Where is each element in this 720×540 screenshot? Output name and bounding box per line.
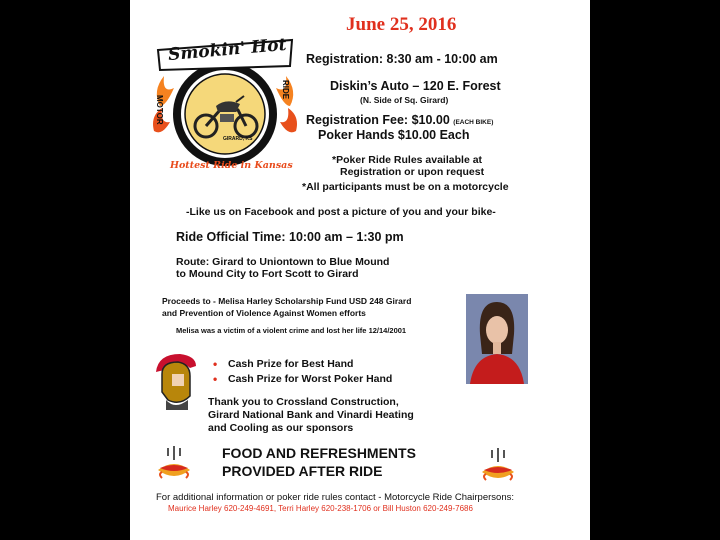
rules-note bbox=[330, 154, 484, 178]
hotdog-left-icon bbox=[154, 444, 194, 482]
facebook-note: -Like us on Facebook and post a picture of you and your bike- bbox=[186, 206, 496, 218]
prize-item-worst-hand: • Cash Prize for Worst Poker Hand bbox=[210, 372, 392, 387]
registration-fee bbox=[306, 113, 493, 127]
rules-line-2: Registration or upon request bbox=[340, 166, 485, 178]
logo-location: GIRARD, KS bbox=[223, 136, 253, 142]
logo-script: Smokin' Hot bbox=[167, 34, 288, 66]
event-date: June 25, 2016 bbox=[346, 14, 457, 35]
hotdog-right-icon bbox=[478, 446, 518, 484]
route-line-2: to Mound City to Fort Scott to Girard bbox=[176, 268, 359, 280]
food-line-2: PROVIDED AFTER RIDE bbox=[222, 463, 383, 479]
poker-hands: Poker Hands $10.00 Each bbox=[318, 128, 470, 142]
melisa-photo bbox=[466, 294, 528, 384]
logo-ring-left: MOTOR bbox=[155, 95, 164, 125]
proceeds bbox=[162, 295, 411, 319]
food-notice bbox=[222, 444, 416, 480]
prize-list bbox=[210, 357, 392, 387]
food-line-1: FOOD AND REFRESHMENTS bbox=[222, 445, 416, 461]
route-line-1: Route: Girard to Uniontown to Blue Mound bbox=[176, 256, 390, 268]
registration-time: Registration: 8:30 am - 10:00 am bbox=[306, 52, 498, 66]
route bbox=[176, 256, 389, 280]
fee-note: (EACH BIKE) bbox=[453, 119, 494, 126]
location-note: (N. Side of Sq. Girard) bbox=[360, 95, 449, 105]
proceeds-line-1: Proceeds to - Melisa Harley Scholarship Fund USD 248 Girard bbox=[162, 296, 412, 306]
logo-tagline: Hottest Ride in Kansas bbox=[170, 160, 293, 171]
rules-line-1: *Poker Ride Rules available at bbox=[332, 154, 483, 166]
contact-names: Maurice Harley 620-249-4691, Terri Harley 620-238-1706 or Bill Huston 620-249-7686 bbox=[168, 504, 473, 513]
sponsors-line-2: Girard National Bank and Vinardi Heating bbox=[208, 409, 414, 421]
memorial-note: Melisa was a victim of a violent crime and lost her life 12/14/2001 bbox=[176, 326, 407, 335]
ride-time: Ride Official Time: 10:00 am – 1:30 pm bbox=[176, 230, 404, 244]
prize-item-best-hand: • Cash Prize for Best Hand bbox=[210, 357, 392, 372]
sponsors-line-1: Thank you to Crossland Construction, bbox=[208, 396, 399, 408]
proceeds-line-2: and Prevention of Violence Against Women efforts bbox=[162, 308, 366, 318]
sponsors bbox=[208, 396, 414, 435]
trojan-mascot-icon bbox=[150, 352, 200, 410]
sponsors-line-3: and Cooling as our sponsors bbox=[208, 422, 354, 434]
fee-text: Registration Fee: $10.00 bbox=[306, 113, 450, 127]
contact-heading: For additional information or poker ride rules contact - Motorcycle Ride Chairpersons: bbox=[156, 492, 514, 503]
flyer-page bbox=[130, 0, 590, 540]
logo-ring-right: RIDE bbox=[281, 80, 290, 100]
motorcycle-requirement: *All participants must be on a motorcycle bbox=[302, 181, 509, 193]
registration-location: Diskin’s Auto – 120 E. Forest bbox=[330, 79, 501, 93]
